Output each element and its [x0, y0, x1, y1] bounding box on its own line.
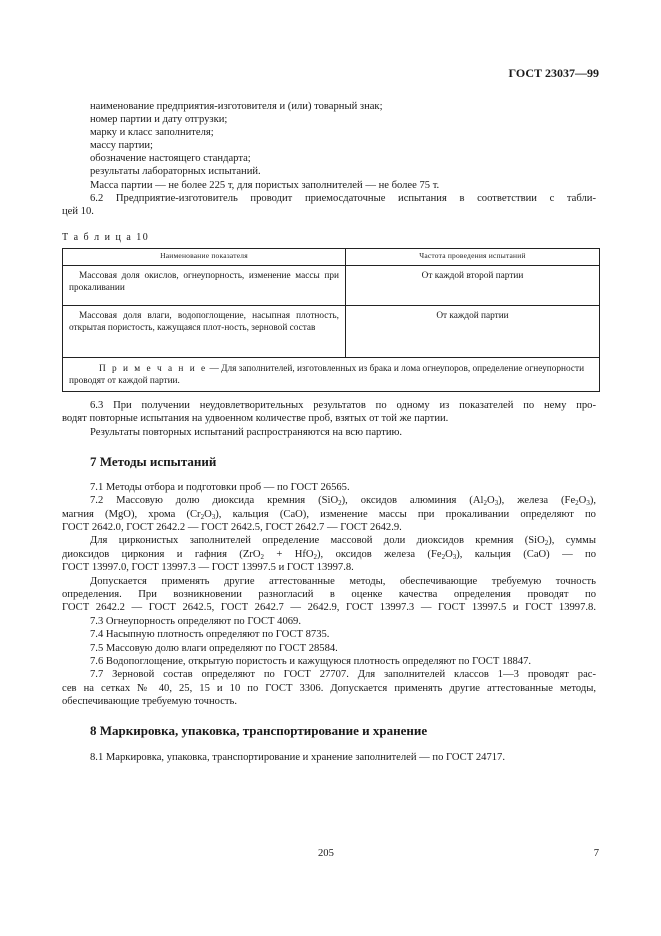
paragraph-7-4: 7.4 Насыпную плотность определяют по ГОСТ 8735. [90, 629, 330, 640]
tests-table [62, 248, 600, 392]
paragraph-7-1: 7.1 Методы отбора и подготовки проб — по ГОСТ 26565. [90, 482, 350, 493]
table-row [63, 306, 600, 358]
list-item: результаты лабораторных испытаний. [90, 166, 261, 177]
paragraph-6-3-results: Результаты повторных испытаний распространяются на всю партию. [90, 427, 403, 438]
paragraph-allowed-line1: Допускается применять другие аттестованные методы, обеспечивающие требуемую точность [90, 576, 596, 587]
note-text: — Для заполнителей, изготовленных из брака и лома огнеупоров, определение огнеупорности проводят от каждой партии. [69, 364, 585, 387]
paragraph-7-2-line2: магния (MgO), хрома $(Cr_2O_3)$, кальция (CaO), изменение массы при прокаливании определяют по [62, 509, 596, 521]
page-number-right: 7 [593, 848, 599, 859]
table-cell-indicator: Массовая доля влаги, водопоглощение, насыпная плотность, открытая пористость, кажущаяся плот-ность, зерновой состав [69, 311, 339, 334]
paragraph-allowed-line2: определения. При возникновении разногласий в оценке качества определения проводят по [62, 589, 596, 600]
section-7-title: 7 Методы испытаний [90, 454, 217, 469]
table-caption: Т а б л и ц а 10 [62, 232, 150, 243]
table-note-row [63, 358, 600, 392]
note-label: П р и м е ч а н и е [99, 364, 208, 374]
list-item: номер партии и дату отгрузки; [90, 114, 228, 125]
paragraph-6-2-line1: 6.2 Предприятие-изготовитель проводит приемосдаточные испытания в соответствии с табли- [90, 193, 596, 204]
section-8-title: 8 Маркировка, упаковка, транспортирование и хранение [90, 723, 428, 738]
paragraph-6-3-line1: 6.3 При получении неудовлетворительных результатов по одному из показателей по нему про- [90, 400, 596, 411]
paragraph-6-2-line2: цей 10. [62, 206, 94, 217]
paragraph-7-2-line3: ГОСТ 2642.0, ГОСТ 2642.2 — ГОСТ 2642.5, ГОСТ 2642.7 — ГОСТ 2642.9. [62, 522, 402, 533]
list-item: массу партии; [90, 140, 153, 151]
table-cell-indicator: Массовая доля окислов, огнеупорность, изменение массы при прокаливании [69, 271, 339, 294]
paragraph-7-7-line2: сев на сетках № 40, 25, 15 и 10 по ГОСТ 3306. Допускается применять другие аттестованные методы, [62, 683, 596, 694]
paragraph-7-6: 7.6 Водопоглощение, открытую пористость и кажущуюся плотность определяют по ГОСТ 18847. [90, 656, 532, 667]
paragraph-7-7-line3: обеспечивающие требуемую точность. [62, 696, 238, 707]
list-item: наименование предприятия-изготовителя и (или) товарный знак; [90, 101, 383, 112]
list-item: марку и класс заполнителя; [90, 127, 214, 138]
paragraph-7-2-line1: 7.2 Массовую долю диоксида кремния (SiO$_2$), оксидов алюминия $(Al_2O_3)$, железа $(Fe_2O_3)$, [90, 495, 596, 507]
table-row [63, 266, 600, 306]
paragraph-zircon-line3: ГОСТ 13997.0, ГОСТ 13997.3 — ГОСТ 13997.5 и ГОСТ 13997.8. [62, 562, 354, 573]
table-header-row [63, 249, 600, 266]
table-cell-frequency: От каждой второй партии [346, 266, 600, 306]
list-item: обозначение настоящего стандарта; [90, 153, 251, 164]
paragraph-7-3: 7.3 Огнеупорность определяют по ГОСТ 4069. [90, 616, 302, 627]
paragraph-allowed-line3: ГОСТ 2642.2 — ГОСТ 2642.5, ГОСТ 2642.7 — 2642.9, ГОСТ 13997.3 — ГОСТ 13997.5 и ГОСТ 13997.8. [62, 602, 596, 613]
paragraph-zircon-line2: диоксидов циркония и гафния (ZrO$_2$ + HfO$_2$), оксидов железа $(Fe_2O_3)$, кальция (CaO) — по [62, 549, 596, 561]
paragraph-6-3-line2: водят повторные испытания на удвоенном количестве проб, взятых от той же партии. [62, 413, 449, 424]
page-number-center: 205 [318, 848, 334, 859]
table-header-indicator: Наименование показателя [63, 249, 346, 266]
paragraph-mass: Масса партии — не более 225 т, для пористых заполнителей — не более 75 т. [90, 180, 440, 191]
paragraph-7-7-line1: 7.7 Зерновой состав определяют по ГОСТ 27707. Для заполнителей классов 1—3 проводят рас- [90, 669, 596, 680]
table-cell-frequency: От каждой партии [346, 306, 600, 358]
paragraph-7-5: 7.5 Массовую долю влаги определяют по ГОСТ 28584. [90, 643, 338, 654]
document-id: ГОСТ 23037—99 [508, 66, 599, 80]
paragraph-8-1: 8.1 Маркировка, упаковка, транспортирование и хранение заполнителей — по ГОСТ 24717. [90, 752, 505, 763]
paragraph-zircon-line1: Для цирконистых заполнителей определение массовой доли диоксидов кремния (SiO$_2$), суммы [90, 535, 597, 547]
table-header-frequency: Частота проведения испытаний [346, 249, 600, 266]
